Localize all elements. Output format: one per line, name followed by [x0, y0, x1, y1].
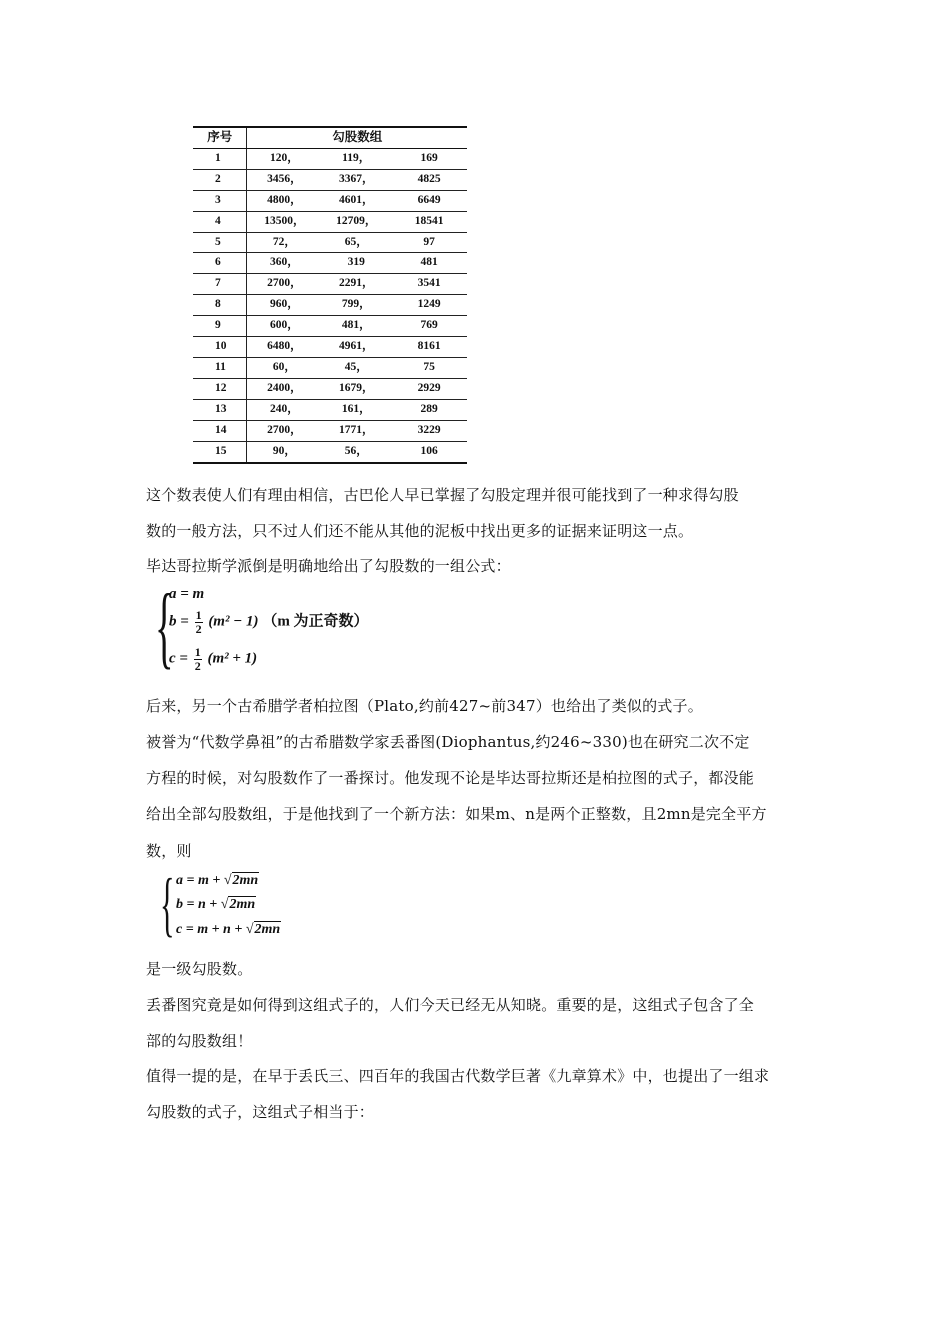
- triple-value-cell: 481: [391, 253, 467, 274]
- row-index-cell: 9: [193, 316, 247, 337]
- header-index: 序号: [193, 127, 247, 148]
- table-row: [193, 420, 467, 441]
- triple-value-cell: 161，: [321, 399, 391, 420]
- diophantus-formula: [160, 864, 360, 944]
- formula-b-note: （m 为正奇数）: [262, 613, 369, 630]
- fraction-numerator: 1: [194, 645, 201, 659]
- row-index-cell: 10: [193, 337, 247, 358]
- triple-value-cell: 3367，: [321, 169, 391, 190]
- table-row: [193, 253, 467, 274]
- triple-value-cell: 3456，: [247, 169, 321, 190]
- paragraph-line: 数，则: [146, 842, 192, 860]
- paragraph-line: 数的一般方法，只不过人们还不能从其他的泥板中找出更多的证据来证明这一点。: [146, 522, 694, 540]
- paragraph-line: 方程的时候，对勾股数作了一番探讨。他发现不论是毕达哥拉斯还是柏拉图的式子，都没能: [146, 769, 755, 787]
- row-index-cell: 13: [193, 399, 247, 420]
- paragraph-line: 后来，另一个古希腊学者柏拉图（Plato,约前427~前347）也给出了类似的式子。: [146, 697, 703, 715]
- paragraph-line: 丢番图究竟是如何得到这组式子的，人们今天已经无从知晓。重要的是，这组式子包含了全: [146, 996, 755, 1014]
- row-index-cell: 6: [193, 253, 247, 274]
- triple-value-cell: 1679，: [321, 378, 391, 399]
- triple-value-cell: 960，: [247, 295, 321, 316]
- table-row: [193, 441, 467, 462]
- table-row: [193, 148, 467, 169]
- triple-value-cell: 12709，: [321, 211, 391, 232]
- row-index-cell: 14: [193, 420, 247, 441]
- sqrt-icon: √: [223, 873, 232, 888]
- left-brace: {: [155, 575, 174, 677]
- table-row: [193, 357, 467, 378]
- formula-row-b: [176, 896, 256, 913]
- paragraph-line: 部的勾股数组！: [146, 1032, 253, 1050]
- triple-value-cell: 18541: [391, 211, 467, 232]
- paragraph-line: 值得一提的是，在早于丢氏三、四百年的我国古代数学巨著《九章算术》中，也提出了一组求: [146, 1067, 770, 1085]
- table-row: [193, 169, 467, 190]
- formula-a: a = m: [169, 586, 205, 602]
- triple-value-cell: 65，: [321, 232, 391, 253]
- row-index-cell: 1: [193, 148, 247, 169]
- row-index-cell: 15: [193, 441, 247, 462]
- triple-value-cell: 119，: [321, 148, 391, 169]
- triple-value-cell: 45，: [321, 357, 391, 378]
- row-index-cell: 4: [193, 211, 247, 232]
- formula-a-lhs: a = m +: [176, 873, 221, 888]
- triple-value-cell: 3541: [391, 274, 467, 295]
- left-brace: {: [160, 864, 175, 944]
- row-index-cell: 11: [193, 357, 247, 378]
- triple-value-cell: 169: [391, 148, 467, 169]
- table-row: [193, 337, 467, 358]
- triple-value-cell: 1771，: [321, 420, 391, 441]
- triple-value-cell: 3229: [391, 420, 467, 441]
- table-row: [193, 316, 467, 337]
- formula-c-lhs: c = m + n +: [176, 922, 243, 937]
- triple-value-cell: 75: [391, 357, 467, 378]
- fraction-half: [195, 609, 203, 635]
- formula-b-rest: (m² − 1): [208, 613, 259, 630]
- triple-value-cell: 6649: [391, 190, 467, 211]
- triple-value-cell: 97: [391, 232, 467, 253]
- fraction-denominator: 2: [195, 621, 202, 636]
- triple-value-cell: 799，: [321, 295, 391, 316]
- row-index-cell: 5: [193, 232, 247, 253]
- triple-value-cell: 106: [391, 441, 467, 462]
- formula-b-lhs: b =: [169, 613, 189, 630]
- header-triples: 勾股数组: [247, 127, 467, 148]
- radicand: [232, 872, 260, 888]
- pythagorean-triples-table: [193, 126, 467, 464]
- triple-value-cell: 600，: [247, 316, 321, 337]
- formula-c-rest: (m² + 1): [207, 650, 258, 667]
- radicand-text: 2mn: [232, 873, 259, 888]
- paragraph-line: 这个数表使人们有理由相信，古巴伦人早已掌握了勾股定理并很可能找到了一种求得勾股: [146, 486, 739, 504]
- row-index-cell: 2: [193, 169, 247, 190]
- row-index-cell: 8: [193, 295, 247, 316]
- sqrt-icon: √: [220, 897, 229, 912]
- fraction-denominator: 2: [194, 658, 201, 673]
- triple-value-cell: 240，: [247, 399, 321, 420]
- paragraph-line: 勾股数的式子，这组式子相当于：: [146, 1103, 375, 1121]
- triple-value-cell: 4601，: [321, 190, 391, 211]
- radicand-text: 2mn: [229, 897, 256, 912]
- triple-value-cell: 6480，: [247, 337, 321, 358]
- triple-value-cell: 289: [391, 399, 467, 420]
- triple-value-cell: 2929: [391, 378, 467, 399]
- triple-value-cell: 319: [321, 253, 391, 274]
- triple-value-cell: 8161: [391, 337, 467, 358]
- triple-value-cell: 90，: [247, 441, 321, 462]
- paragraph-line: 给出全部勾股数组，于是他找到了一个新方法：如果m、n是两个正整数，且2mn是完全平方: [146, 805, 767, 823]
- formula-row-a: [169, 586, 204, 603]
- paragraph-line: 被誉为“代数学鼻祖”的古希腊数学家丢番图(Diophantus,约246~330)也在研究二次不定: [146, 733, 750, 751]
- table-row: [193, 274, 467, 295]
- triple-value-cell: 56，: [321, 441, 391, 462]
- row-index-cell: 3: [193, 190, 247, 211]
- formula-row-a: [176, 872, 259, 889]
- sqrt-icon: √: [245, 922, 254, 937]
- triple-value-cell: 2400，: [247, 378, 321, 399]
- table-header-row: [193, 127, 467, 148]
- triple-value-cell: 120，: [247, 148, 321, 169]
- formula-row-c: [169, 646, 257, 672]
- radicand-text: 2mn: [254, 922, 281, 937]
- table-row: [193, 211, 467, 232]
- triple-value-cell: 1249: [391, 295, 467, 316]
- triple-value-cell: 4825: [391, 169, 467, 190]
- fraction-half: [194, 646, 202, 672]
- triple-value-cell: 360，: [247, 253, 321, 274]
- table-body: [193, 148, 467, 462]
- table-row: [193, 378, 467, 399]
- triple-value-cell: 2700，: [247, 420, 321, 441]
- table-row: [193, 295, 467, 316]
- formula-row-c: [176, 921, 281, 938]
- table-row: [193, 232, 467, 253]
- table-row: [193, 190, 467, 211]
- radicand: [228, 896, 256, 912]
- triple-value-cell: 769: [391, 316, 467, 337]
- paragraph-line: 是一级勾股数。: [146, 960, 253, 978]
- row-index-cell: 12: [193, 378, 247, 399]
- pythagoras-formula: [155, 575, 455, 677]
- radicand: [254, 921, 282, 937]
- row-index-cell: 7: [193, 274, 247, 295]
- triple-value-cell: 481，: [321, 316, 391, 337]
- triple-value-cell: 13500，: [247, 211, 321, 232]
- triple-value-cell: 4800，: [247, 190, 321, 211]
- formula-c-lhs: c =: [169, 650, 188, 667]
- triple-value-cell: 60，: [247, 357, 321, 378]
- fraction-numerator: 1: [195, 608, 202, 622]
- paragraph-line: 毕达哥拉斯学派倒是明确地给出了勾股数的一组公式：: [146, 557, 511, 575]
- formula-row-b: [169, 609, 369, 635]
- formula-b-lhs: b = n +: [176, 897, 218, 912]
- triple-value-cell: 2291，: [321, 274, 391, 295]
- table-row: [193, 399, 467, 420]
- triple-value-cell: 72，: [247, 232, 321, 253]
- triple-value-cell: 4961，: [321, 337, 391, 358]
- triple-value-cell: 2700，: [247, 274, 321, 295]
